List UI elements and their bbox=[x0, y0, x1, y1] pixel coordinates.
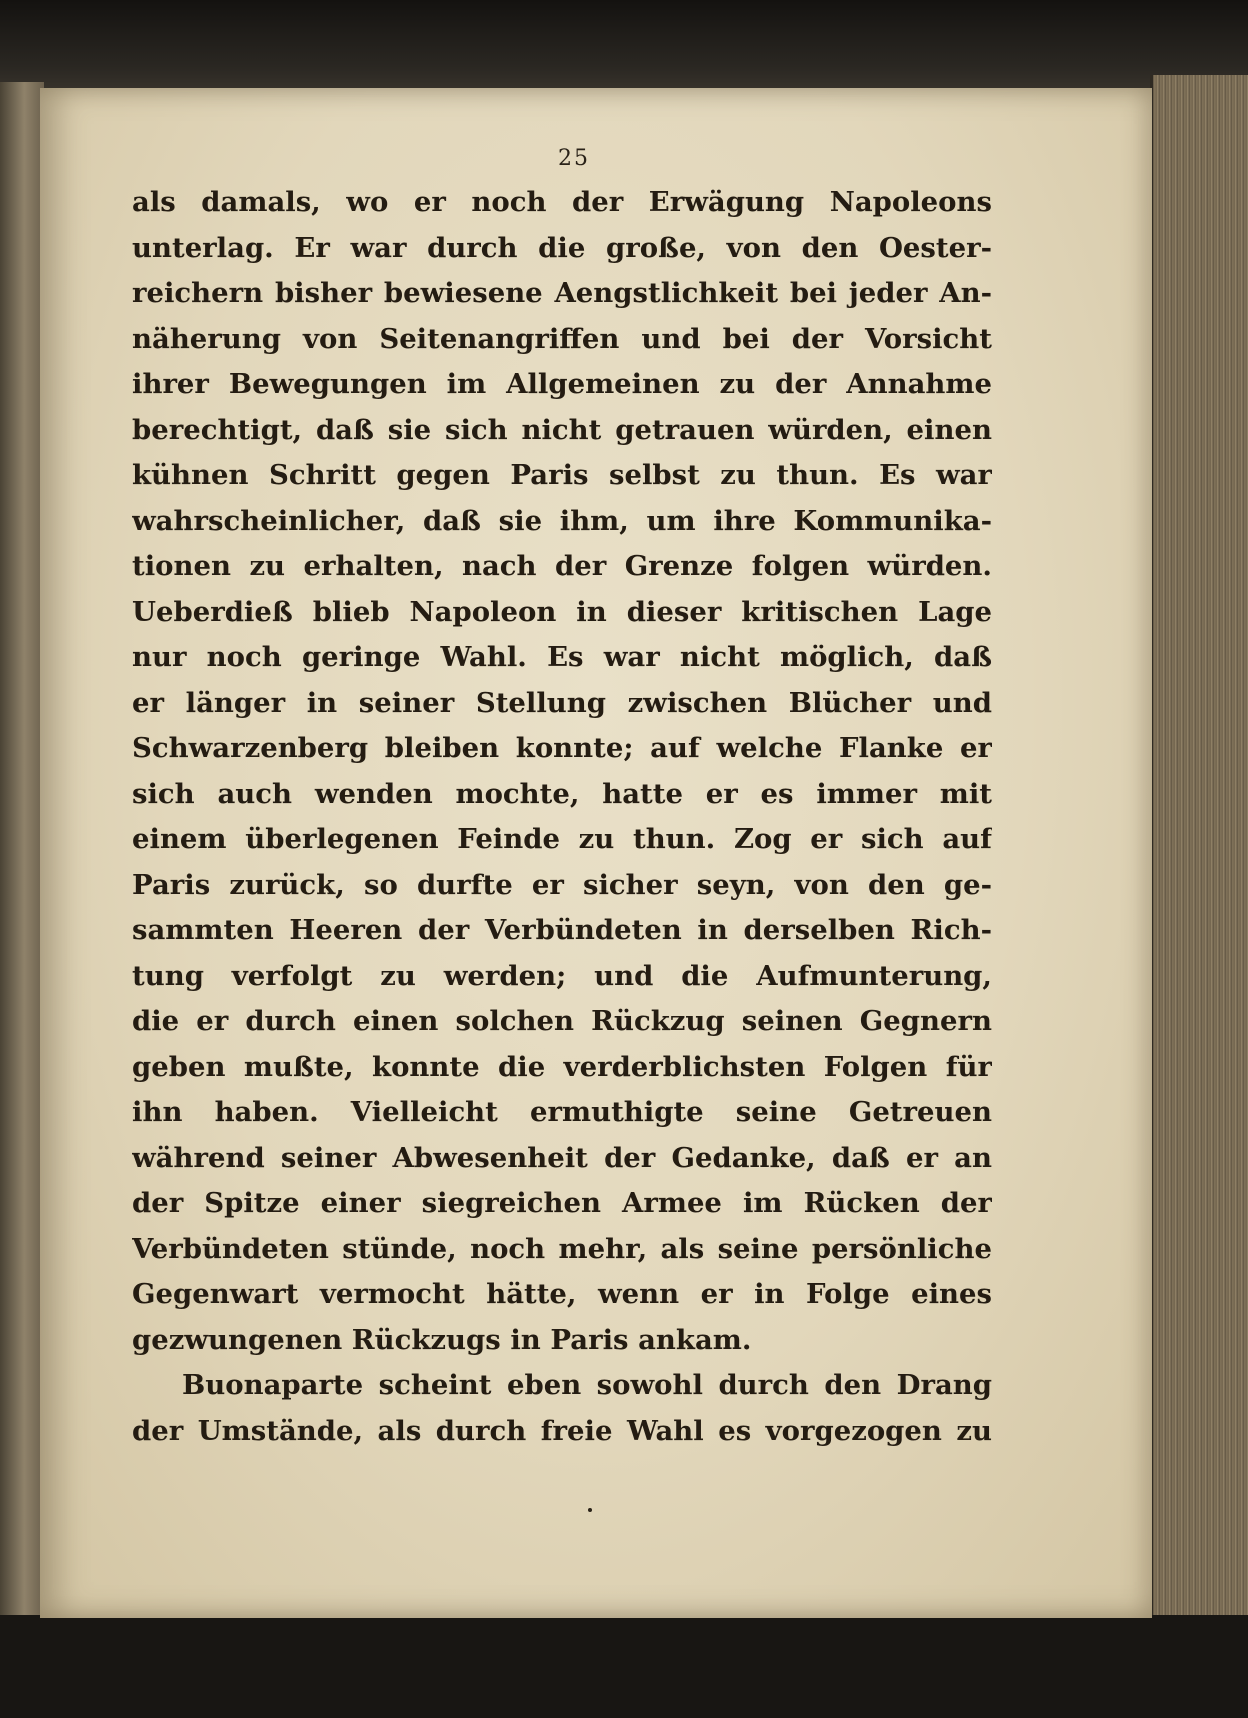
text-line: näherung von Seitenangriffen und bei der Vorsicht bbox=[132, 322, 992, 355]
text-line: als damals, wo er noch der Erwägung Napoleons bbox=[132, 186, 992, 218]
text-line: ihrer Bewegungen im Allgemeinen zu der Annahme bbox=[132, 368, 992, 400]
text-line: der Umstände, als durch freie Wahl es vorgezogen zu bbox=[132, 1414, 992, 1447]
text-line: wahrscheinlicher, daß sie ihm, um ihre Kommunika- bbox=[132, 504, 992, 537]
text-line: unterlag. Er war durch die große, von den Oester- bbox=[132, 231, 992, 264]
text-line: geben mußte, konnte die verderblichsten Folgen für bbox=[132, 1050, 992, 1083]
text-line: sammten Heeren der Verbündeten in derselben Rich- bbox=[132, 914, 992, 946]
text-line: berechtigt, daß sie sich nicht getrauen würden, einen bbox=[132, 413, 992, 446]
book-page bbox=[40, 88, 1152, 1618]
text-line: einem überlegenen Feinde zu thun. Zog er sich auf bbox=[132, 823, 992, 855]
page-stack-edge bbox=[1150, 75, 1248, 1615]
paragraph-start-line: Buonaparte scheint eben sowohl durch den Drang bbox=[182, 1369, 992, 1401]
page-number: 25 bbox=[558, 146, 590, 171]
scan-background-bottom bbox=[0, 1615, 1248, 1718]
scan-background-top bbox=[0, 0, 1248, 95]
text-line: ihn haben. Vielleicht ermuthigte seine Getreuen bbox=[132, 1096, 992, 1128]
text-line: während seiner Abwesenheit der Gedanke, daß er an bbox=[132, 1141, 992, 1174]
facing-page-edge bbox=[0, 82, 44, 1632]
text-line: reichern bisher bewiesene Aengstlichkeit bei jeder An- bbox=[132, 277, 992, 309]
text-line: Verbündeten stünde, noch mehr, als seine persönliche bbox=[132, 1232, 992, 1265]
text-line: sich auch wenden mochte, hatte er es immer mit bbox=[132, 777, 992, 810]
ink-dot bbox=[588, 1508, 592, 1512]
text-line: Gegenwart vermocht hätte, wenn er in Folge eines bbox=[132, 1278, 992, 1310]
paragraph-end-line: gezwungenen Rückzugs in Paris ankam. bbox=[132, 1323, 752, 1356]
text-line: tung verfolgt zu werden; und die Aufmunterung, bbox=[132, 959, 992, 992]
body-text bbox=[132, 180, 992, 1454]
text-line: die er durch einen solchen Rückzug seinen Gegnern bbox=[132, 1005, 992, 1037]
text-line: tionen zu erhalten, nach der Grenze folgen würden. bbox=[132, 550, 992, 582]
text-line: er länger in seiner Stellung zwischen Blücher und bbox=[132, 686, 992, 719]
text-line: Ueberdieß blieb Napoleon in dieser kritischen Lage bbox=[132, 595, 992, 628]
text-line: Paris zurück, so durfte er sicher seyn, von den ge- bbox=[132, 868, 992, 901]
text-line: Schwarzenberg bleiben konnte; auf welche Flanke er bbox=[132, 732, 992, 764]
text-line: der Spitze einer siegreichen Armee im Rücken der bbox=[132, 1187, 992, 1219]
text-line: nur noch geringe Wahl. Es war nicht möglich, daß bbox=[132, 641, 992, 673]
text-line: kühnen Schritt gegen Paris selbst zu thun. Es war bbox=[132, 459, 992, 491]
